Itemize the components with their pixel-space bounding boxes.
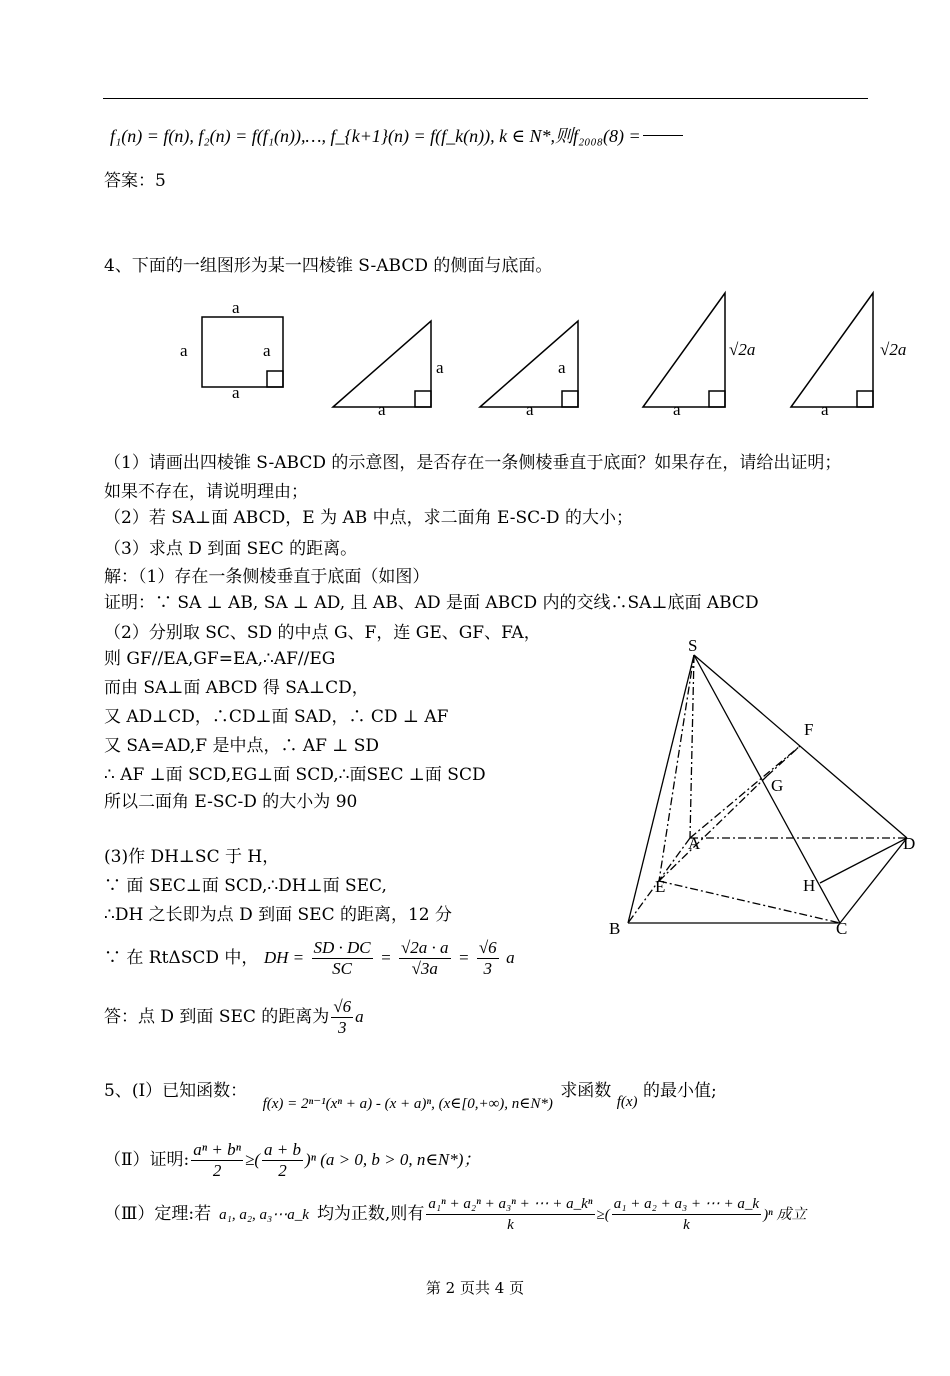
label-a: a — [180, 341, 188, 360]
triangle-4 — [791, 293, 873, 407]
q5-part1: 5、(Ⅰ）已知函数： f(x) = 2ⁿ⁻¹(xⁿ + a) - (x + a)ⁿ, (x∈[0,+∞), n∈N*) 求函数 f(x) 的最小值; — [104, 1081, 717, 1112]
triangle-3 — [643, 293, 725, 407]
solution-line: 又 AD⊥CD，∴CD⊥面 SAD，∴ CD ⊥ AF — [104, 707, 449, 727]
q5-part3: （Ⅲ）定理:若 a₁, a₂, a₃⋯a_k 均为正数,则有 $\frac{\text{a₁ⁿ + a₂ⁿ + a₃ⁿ + ⋯ + a\_kⁿ}}{k}$ ≥( $\frac{\text{a₁ + a₂ + a₃ + ⋯ + a\_k}}{k}$ )ⁿ 成立 — [104, 1196, 807, 1233]
solution-line: (3)作 DH⊥SC 于 H， — [104, 847, 280, 867]
base-square — [202, 317, 283, 387]
solution-line: 解：（1）存在一条侧棱垂直于底面（如图） — [104, 567, 430, 587]
header-rule — [103, 98, 868, 99]
label-S: S — [688, 636, 698, 655]
label-a: a — [232, 383, 240, 402]
previous-answer: 答案：5 — [104, 171, 166, 191]
rt-formula-line: ∵ 在 RtΔSCD 中， DH = $\frac{SD \cdot DC}{SC}$ = $\frac{√2a \cdot a}{√3a}$ = $\frac{√6}{3}$ a — [104, 938, 515, 978]
label-a: a — [821, 400, 829, 419]
solution-line: 所以二面角 E-SC-D 的大小为 90 — [104, 792, 358, 812]
solution-line: 又 SA=AD,F 是中点，∴ AF ⊥ SD — [104, 736, 380, 756]
label-A: A — [688, 834, 701, 853]
label-a: a — [378, 400, 386, 419]
page-footer: 第 2 页共 4 页 — [425, 1279, 525, 1297]
solution-line: 而由 SA⊥面 ABCD 得 SA⊥CD， — [104, 678, 369, 698]
solution-line: ∵ 面 SEC⊥面 SCD,∴DH⊥面 SEC, — [104, 876, 387, 896]
label-E: E — [655, 877, 666, 896]
label-a: a — [263, 341, 271, 360]
recursion-formula: f₁(n) = f(n), f₂(n) = f(f₁(n)),…, f_{k+1}(n) = f(f_k(n)), k ∈ N*,则f₂₀₀₈(8) = — [110, 125, 683, 147]
label-a: a — [558, 358, 566, 377]
solution-line: ∴ AF ⊥面 SCD,EG⊥面 SCD,∴面SEC ⊥面 SCD — [104, 765, 486, 785]
solution-line: 则 GF//EA,GF=EA,∴AF//EG — [104, 649, 336, 669]
label-a: a — [673, 400, 681, 419]
triangle-1 — [333, 321, 431, 407]
label-H: H — [803, 876, 816, 895]
q4-answer: 答：点 D 到面 SEC 的距离为 $\frac{√6}{3}$ a — [104, 997, 364, 1037]
label-C: C — [836, 919, 848, 938]
q4-part2: （2）若 SA⊥面 ABCD，E 为 AB 中点，求二面角 E-SC-D 的大小； — [104, 508, 633, 528]
label-a: a — [436, 358, 444, 377]
q4-part1-line1: （1）请画出四棱锥 S-ABCD 的示意图，是否存在一条侧棱垂直于底面？如果存在，请给出证明； — [104, 453, 842, 473]
q4-part1-line2: 如果不存在，请说明理由； — [104, 482, 308, 502]
solution-line: ∴DH 之长即为点 D 到面 SEC 的距离，12 分 — [104, 905, 453, 925]
pyramid-diagram — [590, 630, 930, 950]
label-sqrt2a: √2a — [729, 340, 756, 359]
q5-part2: （Ⅱ）证明: $\frac{\text{aⁿ + bⁿ}}{2}$ ≥( $\frac{a + b}{2}$ )ⁿ (a > 0, b > 0, n∈N*)； — [104, 1140, 481, 1180]
solution-line: （2）分别取 SC、SD 的中点 G、F，连 GE、GF、FA， — [104, 623, 541, 643]
label-G: G — [771, 776, 784, 795]
solution-line: 证明：∵ SA ⊥ AB, SA ⊥ AD, 且 AB、AD 是面 ABCD 内的交线∴SA⊥底面 ABCD — [104, 593, 759, 613]
label-B: B — [609, 919, 621, 938]
q4-title: 4、下面的一组图形为某一四棱锥 S-ABCD 的侧面与底面。 — [104, 256, 553, 276]
label-sqrt2a: √2a — [880, 340, 907, 359]
q4-net-figures — [0, 285, 950, 425]
label-F: F — [804, 720, 814, 739]
label-a: a — [232, 298, 240, 317]
label-a: a — [526, 400, 534, 419]
label-D: D — [903, 834, 916, 853]
q4-part3: （3）求点 D 到面 SEC 的距离。 — [104, 539, 358, 559]
